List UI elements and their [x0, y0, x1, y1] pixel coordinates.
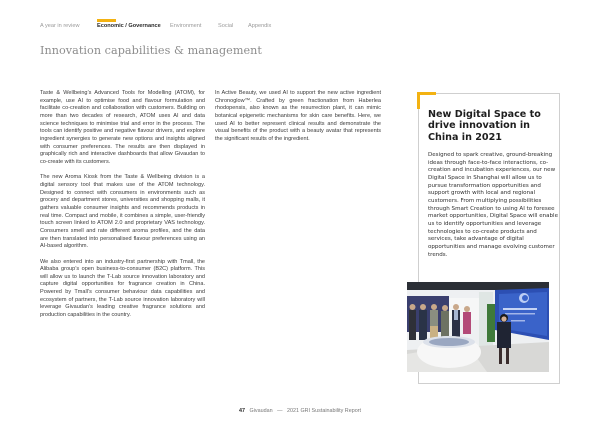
nav-item-social[interactable]: Social: [218, 23, 234, 29]
paragraph-tmall-partnership: We also entered into an industry-first partnership with Tmall, the Alibaba group’s open business-to-consumer (B2C) platform. This will allow us to launch the T-Lab source innovation laboratory and capture digital opportunities for fragrance creation in China. Powered by Tmall’s consumer behaviour data capabilities and ecosystem of partners, the T-Lab source innovation laboratory will leverage Givaudan’s leading creative fragrance solutions and production capabilities in the country.: [40, 258, 205, 319]
active-section-marker: [97, 19, 116, 22]
accent-corner-horizontal: [417, 92, 436, 95]
paragraph-active-beauty: In Active Beauty, we used AI to support the new active ingredient Chronoglow™. Crafted by green fractionation from Haberlea rhodopensis, also known as the resurrection plant, it can mimic botanical epigenetic mechanisms for skin care benefits. Here, we used AI to better represent clinical results and demonstrate the visual benefits of the product with a beauty avatar that represents the significant results of the ingredient.: [215, 90, 381, 142]
nav-item-economic-governance[interactable]: [97, 23, 161, 29]
page-number: 47: [239, 408, 245, 414]
page-title: Innovation capabilities & management: [40, 44, 262, 57]
nav-item-label: Economic / Governance: [97, 23, 161, 29]
page-footer: [0, 408, 600, 414]
nav-item-environment[interactable]: Environment: [170, 23, 202, 29]
body-column-left: [40, 90, 205, 327]
highlight-box-body: Designed to spark creative, ground-breaking ideas through face-to-face interactions, co-creation and incubation experiences, our new Digital Space in Shanghai will allow us to pursue transformation opportunities and support growth with local and regional customers. From multiplying possibilities through Smart Creation to using AI to foresee market opportunities, Digital Space will enable us to identify opportunities and leverage technologies to co-create products and services, take advantage of digital opportunities and manage evolving customer trends.: [428, 152, 558, 258]
footer-separator: —: [277, 408, 283, 414]
paragraph-aroma-kiosk: The new Aroma Kiosk from the Taste & Wellbeing division is a digital sensory tool that makes use of the ATOM technology. Designed to connect with consumers in environments such as grocery and department stores, universities and shopping malls, it gathers valuable consumer insights and recommends products in real time. Compact and mobile, it combines a simple, user-friendly touch screen linked to ATOM 2.0 and proprietary VAS technology. Consumers smell and rate different aroma profiles, and the data are then translated into personalised flavour preferences using an AI-based algorithm.: [40, 174, 205, 250]
accent-corner-vertical: [417, 92, 420, 109]
nav-item-appendix[interactable]: Appendix: [248, 23, 272, 29]
photo-icon: [407, 282, 549, 372]
digital-space-photo: [407, 282, 549, 372]
paragraph-atom: Taste & Wellbeing’s Advanced Tools for Modelling (ATOM), for example, use AI to optimise food and flavour formulation and facilitate co-creation and collaboration with customers. Building on more than two decades of research, ATOM uses AI and data science techniques to minimise trial and error in the process. The tools can identify positive and negative flavour drivers, and explore ingredient synergies to generate new options and insights aligned with consumer preferences. The results are then displayed in graphically rich and interactive dashboards that allow Givaudan to co-create with its customers.: [40, 90, 205, 165]
footer-report-title: 2021 GRI Sustainability Report: [286, 408, 361, 414]
nav-item-year-in-review[interactable]: A year in review: [40, 23, 80, 29]
highlight-box-heading: New Digital Space to drive innovation in China in 2021: [428, 109, 541, 143]
body-column-middle: [215, 90, 381, 151]
footer-company: Givaudan: [249, 408, 273, 414]
